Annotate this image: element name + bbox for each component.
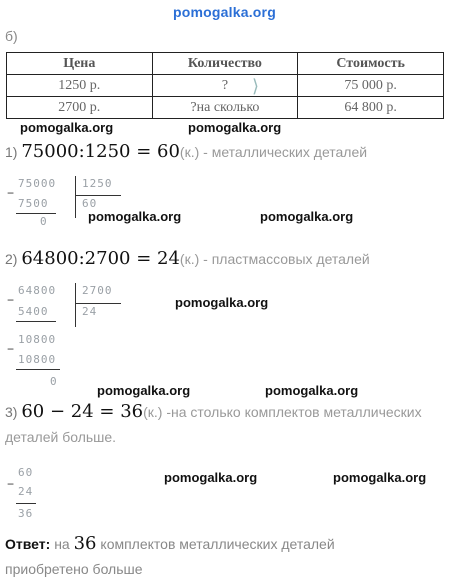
answer-label: Ответ: (5, 536, 51, 552)
step-number: 3) (5, 404, 18, 420)
step-text: деталей больше. (5, 429, 117, 445)
cell-quantity-1: ? (152, 75, 298, 97)
partial-remainder: 10800 (18, 333, 57, 346)
step-expression: 60 − 24 = 36 (21, 401, 144, 422)
divisor: 1250 (82, 177, 113, 190)
cell-cost-2: 64 800 р. (298, 97, 444, 119)
watermark: pomogalka.org (97, 383, 191, 398)
cell-cost-1: 75 000 р. (298, 75, 444, 97)
divisor: 2700 (82, 284, 113, 297)
site-title[interactable]: pomogalka.org (173, 4, 276, 20)
step-1 (5, 141, 367, 162)
watermark: pomogalka.org (20, 120, 114, 135)
step-3 (5, 401, 422, 422)
watermark: pomogalka.org (333, 470, 427, 485)
step-text: - металлических деталей (203, 144, 368, 160)
step-text: -на столько комплектов металлических (166, 404, 422, 420)
part-label: б) (5, 28, 18, 44)
quotient: 24 (82, 305, 98, 318)
header-cost: Стоимость (298, 53, 444, 75)
watermark: pomogalka.org (188, 120, 282, 135)
answer-number: 36 (73, 533, 97, 554)
price-table (6, 52, 444, 119)
subtrahend: 24 (18, 485, 34, 498)
minuend: 60 (18, 466, 34, 479)
answer (5, 533, 335, 554)
cell-quantity-2: ?на сколько (152, 97, 298, 119)
subtrahend: 7500 (18, 197, 49, 210)
cell-price-2: 2700 р. (7, 97, 153, 119)
quotient: 60 (82, 197, 98, 210)
brace-arrow-icon: ⟩ (252, 76, 260, 96)
watermark: pomogalka.org (175, 295, 269, 310)
step-2 (5, 248, 370, 269)
answer-text: комплектов металлических деталей (100, 536, 335, 552)
answer-pre: на (54, 536, 70, 552)
step-unit: (к.) (179, 144, 200, 160)
step-unit: (к.) (179, 251, 200, 267)
header-price: Цена (7, 53, 153, 75)
step-expression: 75000:1250 = 60 (21, 141, 180, 162)
subtrahend: 10800 (18, 353, 57, 366)
subtrahend: 5400 (18, 305, 49, 318)
step-number: 2) (5, 251, 18, 267)
remainder: 0 (40, 215, 48, 228)
watermark: pomogalka.org (164, 470, 258, 485)
watermark: pomogalka.org (265, 383, 359, 398)
cell-price-1: 1250 р. (7, 75, 153, 97)
dividend: 64800 (18, 284, 57, 297)
step-number: 1) (5, 144, 18, 160)
watermark: pomogalka.org (260, 209, 354, 224)
watermark: pomogalka.org (88, 209, 182, 224)
dividend: 75000 (18, 177, 57, 190)
remainder: 0 (50, 375, 58, 388)
step-unit: (к.) (143, 404, 163, 420)
step-text: - пластмассовых деталей (203, 251, 370, 267)
step-3-continued (5, 429, 116, 445)
answer-continued: приобретено больше (5, 561, 143, 577)
step-expression: 64800:2700 = 24 (21, 248, 180, 269)
difference: 36 (18, 507, 34, 520)
header-quantity: Количество (152, 53, 298, 75)
